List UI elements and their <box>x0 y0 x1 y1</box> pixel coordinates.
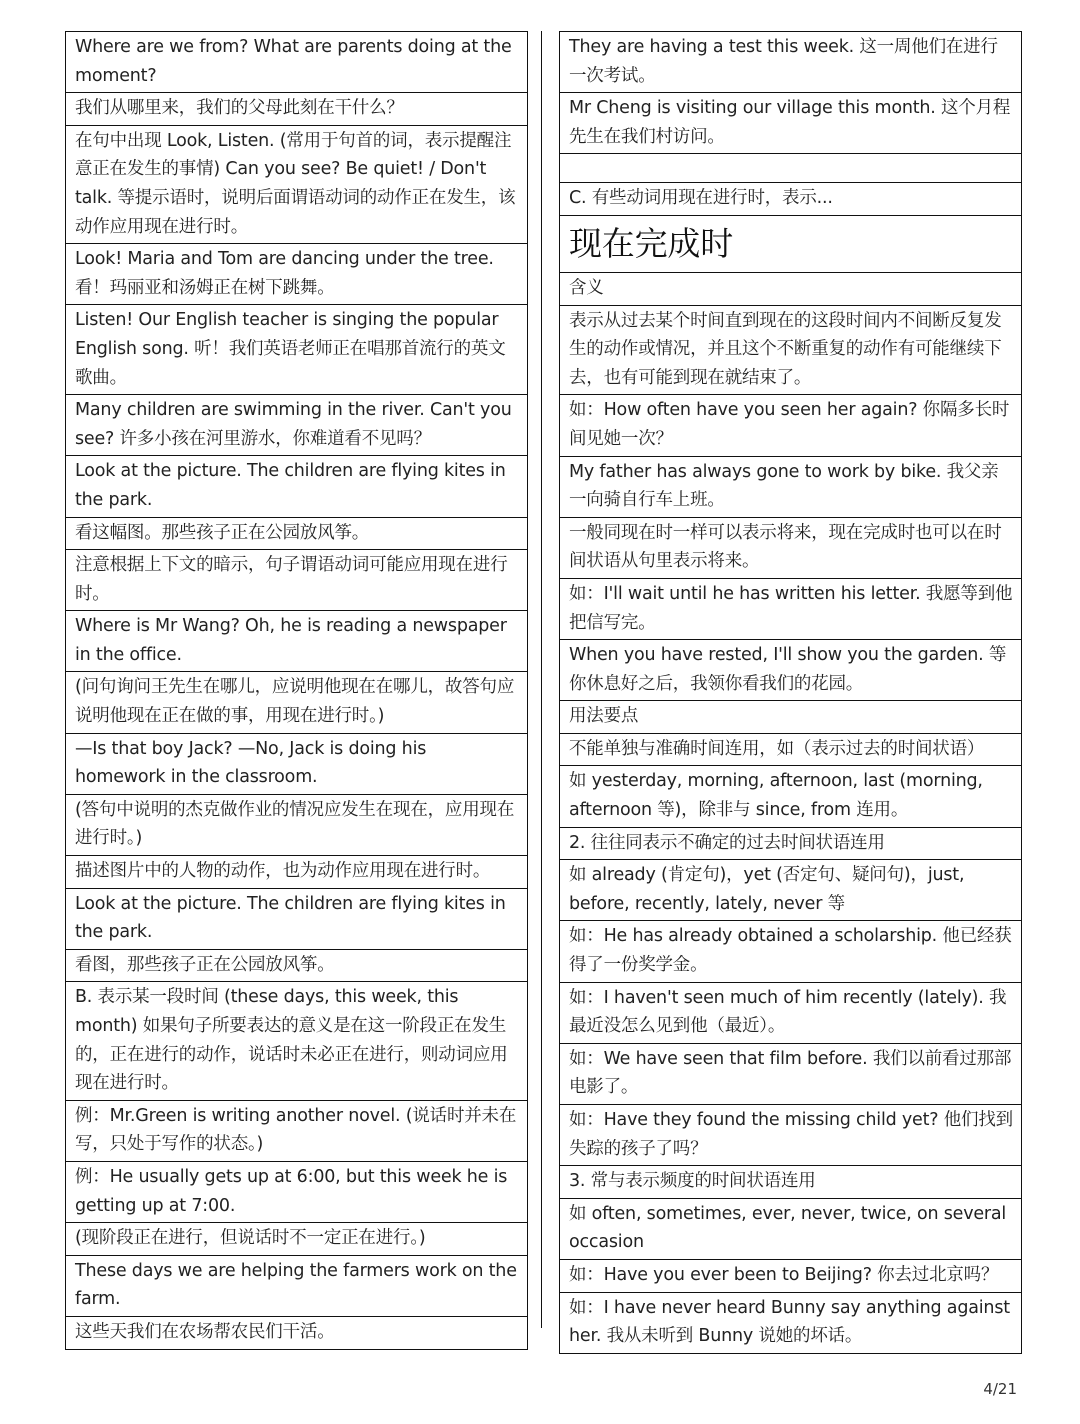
left-cell-18: 例：Mr.Green is writing another novel. (说话时并未在写，只处于写作的状态。) <box>65 1101 528 1162</box>
left-cell-8: 看这幅图。那些孩子正在公园放风筝。 <box>65 518 528 551</box>
right-cell-23: 如 often, sometimes, ever, never, twice, on several occasion <box>559 1199 1022 1260</box>
right-cell-16: 2. 往往同表示不确定的过去时间状语连用 <box>559 828 1022 861</box>
left-cell-14: 描述图片中的人物的动作，也为动作应用现在进行时。 <box>65 856 528 889</box>
right-cell-1: They are having a test this week. 这一周他们在进行一次考试。 <box>559 32 1022 93</box>
left-cell-3: 在句中出现 Look, Listen. (常用于句首的词，表示提醒注意正在发生的事情) Can you see? Be quiet! / Don't talk. 等提示语时，说明后面谓语动词的动作正在发生，该动作应用现在进行时。 <box>65 126 528 244</box>
left-cell-21: These days we are helping the farmers work on the farm. <box>65 1256 528 1317</box>
right-cell-7: 表示从过去某个时间直到现在的这段时间内不间断反复发生的动作或情况，并且这个不断重复的动作有可能继续下去，也有可能到现在就结束了。 <box>559 306 1022 396</box>
right-cell-12: When you have rested, I'll show you the garden. 等你休息好之后，我领你看我们的花园。 <box>559 640 1022 701</box>
page-number: 4/21 <box>983 1380 1017 1398</box>
right-cell-22: 3. 常与表示频度的时间状语连用 <box>559 1166 1022 1199</box>
left-cell-13: (答句中说明的杰克做作业的情况应发生在现在，应用现在进行时。) <box>65 795 528 856</box>
section-heading: 现在完成时 <box>559 216 1022 273</box>
right-cell-19: 如：I haven't seen much of him recently (lately). 我最近没怎么见到他（最近）。 <box>559 983 1022 1044</box>
left-cell-1: Where are we from? What are parents doing at the moment? <box>65 32 528 93</box>
left-cell-2: 我们从哪里来，我们的父母此刻在干什么？ <box>65 93 528 126</box>
left-cell-4: Look! Maria and Tom are dancing under the tree. 看！玛丽亚和汤姆正在树下跳舞。 <box>65 244 528 305</box>
right-cell-13: 用法要点 <box>559 701 1022 734</box>
left-cell-20: (现阶段正在进行，但说话时不一定正在进行。) <box>65 1223 528 1256</box>
right-cell-14: 不能单独与准确时间连用，如（表示过去的时间状语） <box>559 734 1022 767</box>
left-column <box>65 31 528 1350</box>
right-cell-2: Mr Cheng is visiting our village this month. 这个月程先生在我们村访问。 <box>559 93 1022 154</box>
left-cell-10: Where is Mr Wang? Oh, he is reading a newspaper in the office. <box>65 611 528 672</box>
left-cell-19: 例：He usually gets up at 6:00, but this week he is getting up at 7:00. <box>65 1162 528 1223</box>
left-cell-22: 这些天我们在农场帮农民们干活。 <box>65 1317 528 1350</box>
right-cell-15: 如 yesterday, morning, afternoon, last (morning, afternoon 等)，除非与 since, from 连用。 <box>559 766 1022 827</box>
left-cell-12: —Is that boy Jack? —No, Jack is doing his homework in the classroom. <box>65 734 528 795</box>
left-cell-11: (问句询问王先生在哪儿，应说明他现在在哪儿，故答句应说明他现在正在做的事，用现在进行时。) <box>65 672 528 733</box>
left-cell-15: Look at the picture. The children are flying kites in the park. <box>65 889 528 950</box>
right-cell-6: 含义 <box>559 273 1022 306</box>
left-cell-17: B. 表示某一段时间 (these days, this week, this month) 如果句子所要表达的意义是在这一阶段正在发生的，正在进行的动作，说话时未必正在进行，则动词应用现在进行时。 <box>65 982 528 1100</box>
column-divider <box>541 31 542 1328</box>
right-cell-8: 如：How often have you seen her again? 你隔多长时间见她一次？ <box>559 395 1022 456</box>
right-cell-10: 一般同现在时一样可以表示将来，现在完成时也可以在时间状语从句里表示将来。 <box>559 518 1022 579</box>
right-cell-11: 如：I'll wait until he has written his letter. 我愿等到他把信写完。 <box>559 579 1022 640</box>
left-cell-5: Listen! Our English teacher is singing the popular English song. 听！我们英语老师正在唱那首流行的英文歌曲。 <box>65 305 528 395</box>
right-cell-3-empty <box>559 154 1022 183</box>
right-cell-17: 如 already (肯定句)，yet (否定句、疑问句)，just, before, recently, lately, never 等 <box>559 860 1022 921</box>
left-cell-7: Look at the picture. The children are flying kites in the park. <box>65 456 528 517</box>
right-cell-24: 如：Have you ever been to Beijing? 你去过北京吗？ <box>559 1260 1022 1293</box>
right-cell-4: C. 有些动词用现在进行时，表示... <box>559 183 1022 216</box>
right-cell-20: 如：We have seen that film before. 我们以前看过那部电影了。 <box>559 1044 1022 1105</box>
right-cell-21: 如：Have they found the missing child yet? 他们找到失踪的孩子了吗？ <box>559 1105 1022 1166</box>
right-column <box>559 31 1022 1354</box>
left-cell-6: Many children are swimming in the river. Can't you see? 许多小孩在河里游水，你难道看不见吗？ <box>65 395 528 456</box>
right-cell-9: My father has always gone to work by bike. 我父亲一向骑自行车上班。 <box>559 457 1022 518</box>
right-cell-25: 如：I have never heard Bunny say anything against her. 我从未听到 Bunny 说她的坏话。 <box>559 1293 1022 1354</box>
left-cell-16: 看图，那些孩子正在公园放风筝。 <box>65 950 528 983</box>
left-cell-9: 注意根据上下文的暗示，句子谓语动词可能应用现在进行时。 <box>65 550 528 611</box>
right-cell-18: 如：He has already obtained a scholarship. 他已经获得了一份奖学金。 <box>559 921 1022 982</box>
